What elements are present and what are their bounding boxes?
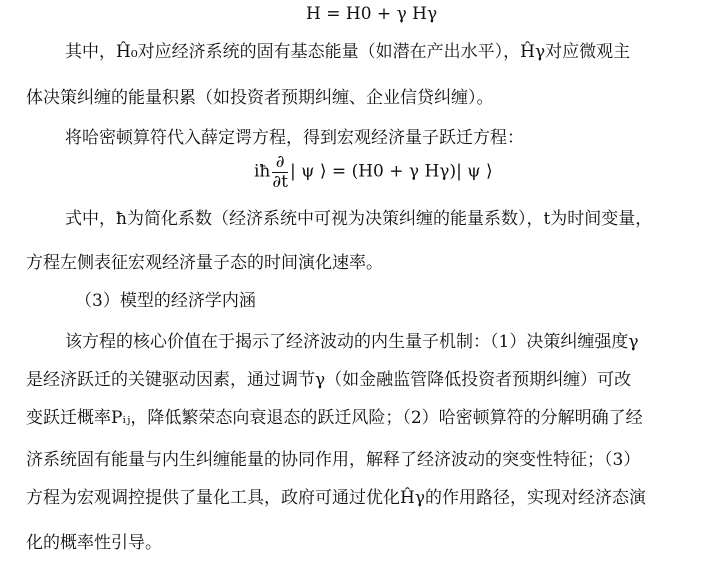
paragraph-2-line-1: 将哈密顿算符代入薛定谔方程，得到宏观经济量子跃迁方程： <box>65 128 524 148</box>
paragraph-3-line-2: 方程左侧表征宏观经济量子态的时间演化速率。 <box>26 253 383 273</box>
section-heading: （3）模型的经济学内涵 <box>75 291 256 311</box>
schrodinger-prefix: iħ <box>254 161 271 182</box>
fraction-numerator: ∂ <box>272 153 288 173</box>
fraction-denominator: ∂t <box>272 171 289 192</box>
hamiltonian-equation-text: H = H0 + γ Hγ <box>306 4 438 24</box>
paragraph-3-line-1: 式中，ħ为简化系数（经济系统中可视为决策纠缠的能量系数），t为时间变量， <box>65 209 653 229</box>
paragraph-4-line-3: 变跃迁概率Pᵢⱼ，降低繁荣态向衰退态的跃迁风险；（2）哈密顿算符的分解明确了经 <box>26 408 643 428</box>
paragraph-1-line-1: 其中，Ĥ₀对应经济系统的固有基态能量（如潜在产出水平），Ĥγ对应微观主 <box>65 42 631 62</box>
paragraph-4-line-5: 方程为宏观调控提供了量化工具，政府可通过优化Ĥγ的作用路径，实现对经济态演 <box>26 488 646 508</box>
paragraph-4-line-4: 济系统固有能量与内生纠缠能量的协同作用，解释了经济波动的突变性特征；（3） <box>26 450 641 470</box>
schrodinger-rest: | ψ ⟩ = (H0 + γ Hγ)| ψ ⟩ <box>290 161 493 182</box>
partial-fraction <box>272 153 288 191</box>
paragraph-1-line-2: 体决策纠缠的能量积累（如投资者预期纠缠、企业信贷纠缠）。 <box>26 88 494 108</box>
paragraph-4-line-6: 化的概率性引导。 <box>26 533 162 553</box>
paragraph-4-line-1: 该方程的核心价值在于揭示了经济波动的内生量子机制：（1）决策纠缠强度γ <box>65 332 639 352</box>
paragraph-4-line-2: 是经济跃迁的关键驱动因素，通过调节γ（如金融监管降低投资者预期纠缠）可改 <box>26 370 632 390</box>
hamiltonian-equation <box>306 6 437 23</box>
schrodinger-equation <box>254 153 493 191</box>
